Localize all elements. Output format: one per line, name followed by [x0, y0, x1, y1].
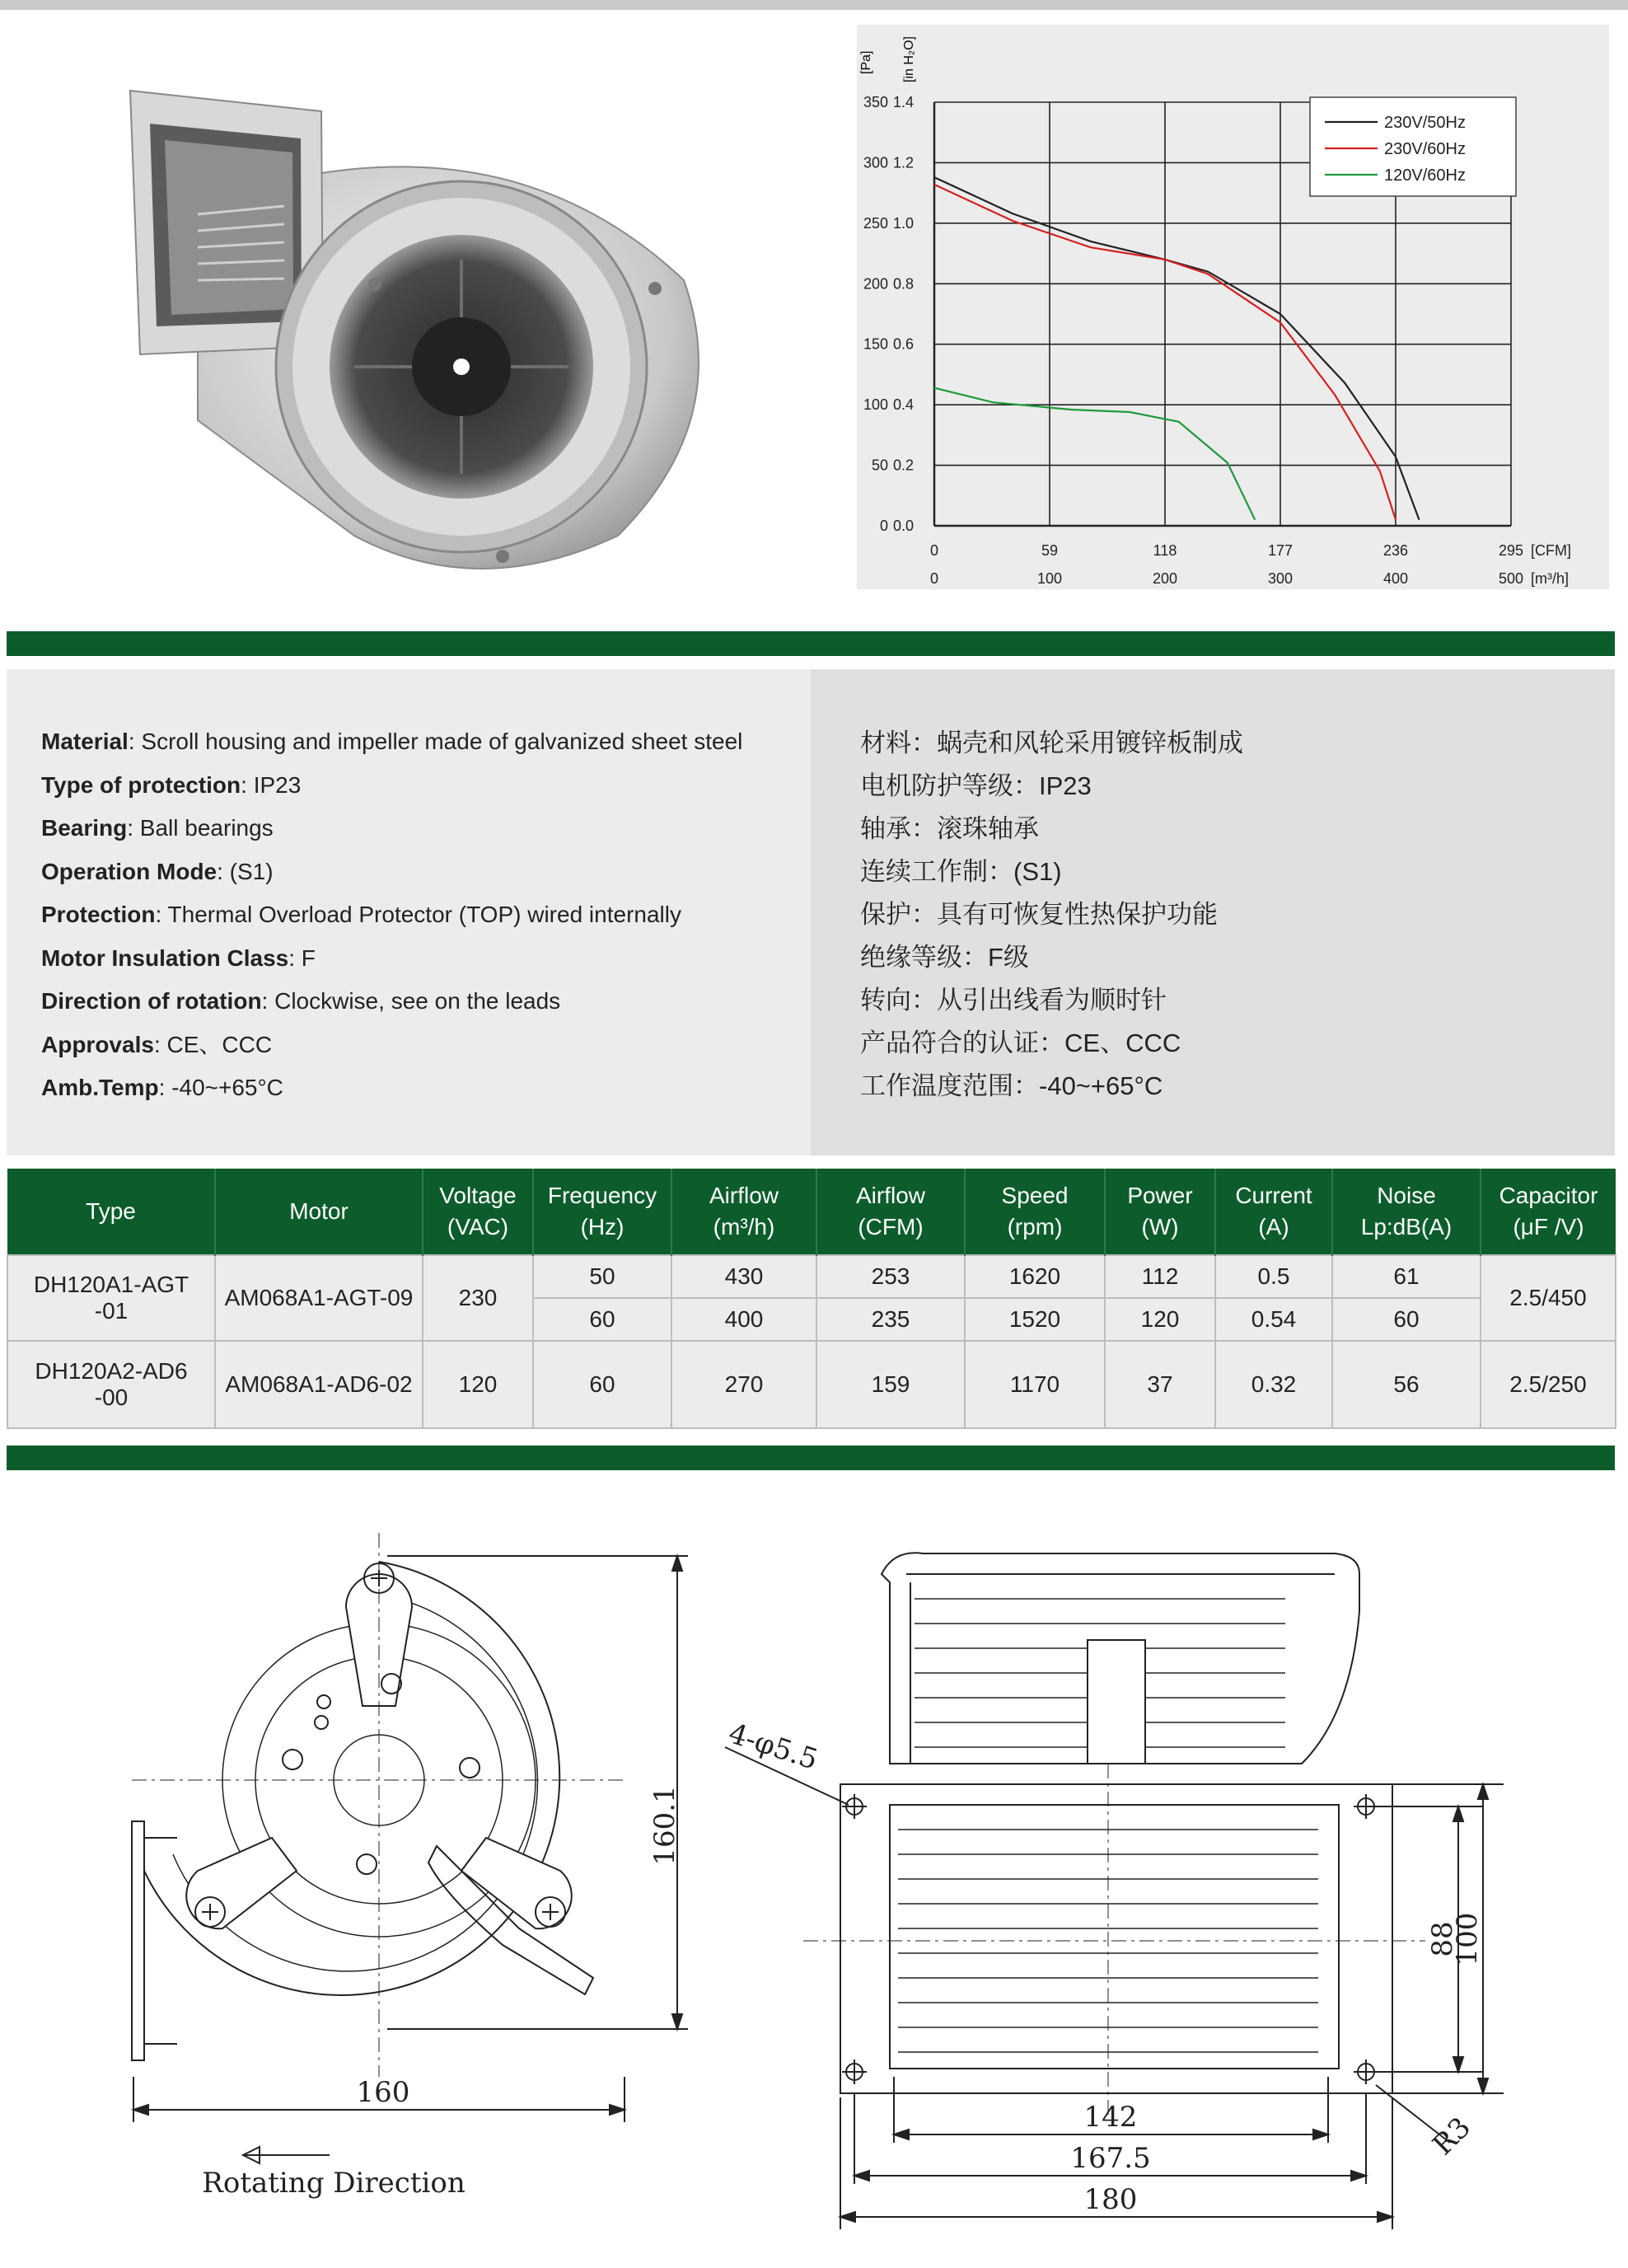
cell-power: 37 — [1105, 1341, 1215, 1428]
spec-label: Approvals — [41, 1031, 154, 1057]
spec-line-en — [41, 813, 274, 843]
cell-speed: 1620 — [965, 1255, 1105, 1298]
spec-value: : Thermal Overload Protector (TOP) wired internally — [155, 902, 681, 927]
col-motor: Motor — [215, 1169, 423, 1255]
spec-label: Protection — [41, 902, 156, 927]
spec-label: Direction of rotation — [41, 988, 262, 1014]
col-frequency: Frequency (Hz) — [533, 1169, 671, 1255]
dim-167-5: 167.5 — [1070, 2142, 1151, 2175]
y-tick-label-inh2o: 0.8 — [893, 275, 915, 293]
cell-airflow-m3h: 400 — [671, 1298, 816, 1341]
spec-value: : F — [288, 944, 316, 971]
cell-voltage: 230 — [423, 1255, 533, 1341]
col-current: Current (A) — [1215, 1169, 1332, 1255]
spec-label: Type of protection — [41, 771, 241, 798]
spec-line-en — [41, 771, 301, 800]
cell-speed: 1520 — [965, 1298, 1105, 1341]
cell-airflow-cfm: 235 — [816, 1298, 965, 1341]
spec-label: Operation Mode — [41, 858, 218, 884]
y-tick-label-inh2o: 0.2 — [893, 457, 915, 474]
cell-capacitor: 2.5/250 — [1481, 1341, 1616, 1428]
y-tick-label-pa: 200 — [863, 275, 888, 293]
y-tick-label-pa: 0 — [879, 518, 888, 534]
y-tick-label-inh2o: 0.4 — [893, 396, 915, 414]
col-power: Power (W) — [1105, 1169, 1215, 1255]
x-tick-label-m3h: 200 — [1152, 570, 1178, 587]
spec-line-en — [41, 944, 316, 973]
front-view-drawing — [132, 1533, 688, 2163]
y-tick-label-pa: 350 — [863, 94, 888, 110]
cell-type: DH120A1-AGT -01 — [7, 1255, 215, 1341]
divider-bar-2 — [7, 1446, 1615, 1470]
y-tick-label-pa: 300 — [863, 154, 888, 171]
spec-value: : Scroll housing and impeller made of galvanized sheet steel — [128, 729, 743, 754]
technical-drawings — [0, 1483, 1628, 2268]
spec-value: : (S1) — [217, 858, 274, 884]
spec-value: : CE、CCC — [153, 1031, 273, 1057]
rotating-direction-label: Rotating Direction — [202, 2167, 465, 2200]
dim-holes: 4-φ5.5 — [724, 1717, 822, 1777]
cell-current: 0.32 — [1215, 1341, 1332, 1428]
legend-label: 230V/60Hz — [1384, 140, 1466, 158]
spec-line-zh: 材料：蜗壳和风轮采用镀锌板制成 — [860, 729, 1243, 757]
spec-label: Motor Insulation Class — [41, 944, 289, 971]
spec-value: : Clockwise, see on the leads — [261, 988, 561, 1014]
cell-noise: 61 — [1332, 1255, 1481, 1298]
cell-speed: 1170 — [965, 1341, 1105, 1428]
specifications-panel — [7, 669, 1615, 1155]
table-header-row — [7, 1169, 1616, 1255]
performance-chart — [857, 25, 1609, 589]
x-tick-label-m3h: 400 — [1382, 570, 1409, 587]
x-unit-m3h: [m³/h] — [1531, 570, 1570, 587]
y-tick-label-pa: 250 — [863, 214, 888, 232]
cell-motor: AM068A1-AGT-09 — [215, 1255, 423, 1341]
cell-current: 0.5 — [1215, 1255, 1332, 1298]
dim-180: 180 — [1083, 2183, 1138, 2216]
cell-frequency: 50 — [533, 1255, 671, 1298]
cell-frequency: 60 — [533, 1341, 671, 1428]
x-tick-label-m3h: 300 — [1267, 570, 1294, 587]
legend-label: 230V/50Hz — [1384, 114, 1466, 132]
dim-r3: R3 — [1426, 2111, 1478, 2163]
cell-noise: 60 — [1332, 1298, 1481, 1341]
spec-label: Amb.Temp — [41, 1075, 159, 1100]
top-strip — [0, 0, 1628, 10]
legend-label: 120V/60Hz — [1384, 166, 1466, 185]
spec-line-en — [41, 986, 560, 1016]
spec-line-en — [41, 727, 742, 757]
spec-line-zh: 连续工作制：(S1) — [860, 857, 1062, 886]
cell-airflow-m3h: 270 — [671, 1341, 816, 1428]
spec-line-zh: 轴承：滚珠轴承 — [860, 814, 1039, 843]
col-speed: Speed (rpm) — [965, 1169, 1105, 1255]
spec-value: : IP23 — [241, 771, 302, 798]
col-capacitor: Capacitor (μF /V) — [1481, 1169, 1616, 1255]
cell-power: 120 — [1105, 1298, 1215, 1341]
cell-frequency: 60 — [533, 1298, 671, 1341]
y-tick-label-inh2o: 1.2 — [893, 154, 915, 171]
spec-line-en — [41, 1073, 283, 1103]
dim-100: 100 — [1451, 1912, 1484, 1966]
spec-line-en — [41, 1030, 272, 1060]
spec-line-en — [41, 857, 274, 887]
models-table — [7, 1169, 1616, 1429]
y-unit-pa: [Pa] — [859, 50, 873, 74]
col-airflow-m3h: Airflow (m³/h) — [671, 1169, 816, 1255]
cell-capacitor: 2.5/450 — [1481, 1255, 1616, 1341]
table-row — [7, 1341, 1616, 1428]
cell-airflow-cfm: 253 — [816, 1255, 965, 1298]
cell-current: 0.54 — [1215, 1298, 1332, 1341]
table-row — [7, 1255, 1616, 1298]
y-tick-label-pa: 50 — [871, 457, 888, 474]
x-unit-cfm: [CFM] — [1531, 542, 1571, 559]
y-tick-label-inh2o: 1.4 — [893, 94, 915, 110]
spec-label: Bearing — [41, 815, 128, 841]
spec-line-zh: 转向：从引出线看为顺时针 — [860, 986, 1167, 1015]
y-tick-label-inh2o: 0.0 — [893, 518, 915, 534]
x-tick-label-cfm: 295 — [1498, 542, 1524, 559]
col-noise: Noise Lp:dB(A) — [1332, 1169, 1481, 1255]
col-airflow-cfm: Airflow (CFM) — [816, 1169, 965, 1255]
y-tick-label-inh2o: 0.6 — [893, 335, 915, 353]
cell-power: 112 — [1105, 1255, 1215, 1298]
x-tick-label-m3h: 0 — [929, 570, 939, 587]
spec-line-en — [41, 900, 681, 930]
dim-160: 160 — [356, 2076, 410, 2109]
cell-voltage: 120 — [423, 1341, 533, 1428]
dim-160-1: 160.1 — [648, 1785, 681, 1866]
x-tick-label-cfm: 236 — [1382, 542, 1409, 559]
y-tick-label-pa: 150 — [863, 335, 888, 353]
y-unit-inh2o: [in H₂O] — [902, 36, 916, 82]
y-tick-label-pa: 100 — [863, 396, 888, 414]
spec-line-zh: 产品符合的认证：CE、CCC — [860, 1029, 1181, 1057]
spec-label: Material — [41, 729, 129, 754]
spec-line-zh: 电机防护等级：IP23 — [860, 771, 1092, 800]
y-tick-label-inh2o: 1.0 — [893, 214, 915, 232]
x-tick-label-cfm: 0 — [929, 542, 939, 559]
cell-airflow-m3h: 430 — [671, 1255, 816, 1298]
x-tick-label-m3h: 500 — [1498, 570, 1524, 587]
spec-value: : Ball bearings — [127, 815, 274, 841]
spec-line-zh: 工作温度范围：-40~+65°C — [860, 1071, 1163, 1100]
spec-line-zh: 保护：具有可恢复性热保护功能 — [860, 900, 1218, 929]
col-voltage: Voltage (VAC) — [423, 1169, 533, 1255]
dim-88: 88 — [1426, 1921, 1459, 1957]
cell-noise: 56 — [1332, 1341, 1481, 1428]
x-tick-label-cfm: 59 — [1041, 542, 1059, 559]
x-tick-label-cfm: 177 — [1267, 542, 1294, 559]
x-tick-label-cfm: 118 — [1153, 542, 1177, 559]
spec-value: : -40~+65°C — [158, 1075, 283, 1100]
divider-bar-1 — [7, 631, 1615, 656]
blower-photo — [107, 74, 733, 602]
spec-line-zh: 绝缘等级：F级 — [860, 943, 1029, 972]
col-type: Type — [7, 1169, 215, 1255]
cell-motor: AM068A1-AD6-02 — [215, 1341, 423, 1428]
x-tick-label-m3h: 100 — [1036, 570, 1063, 587]
cell-airflow-cfm: 159 — [816, 1341, 965, 1428]
cell-type: DH120A2-AD6 -00 — [7, 1341, 215, 1428]
dim-142: 142 — [1083, 2101, 1138, 2134]
